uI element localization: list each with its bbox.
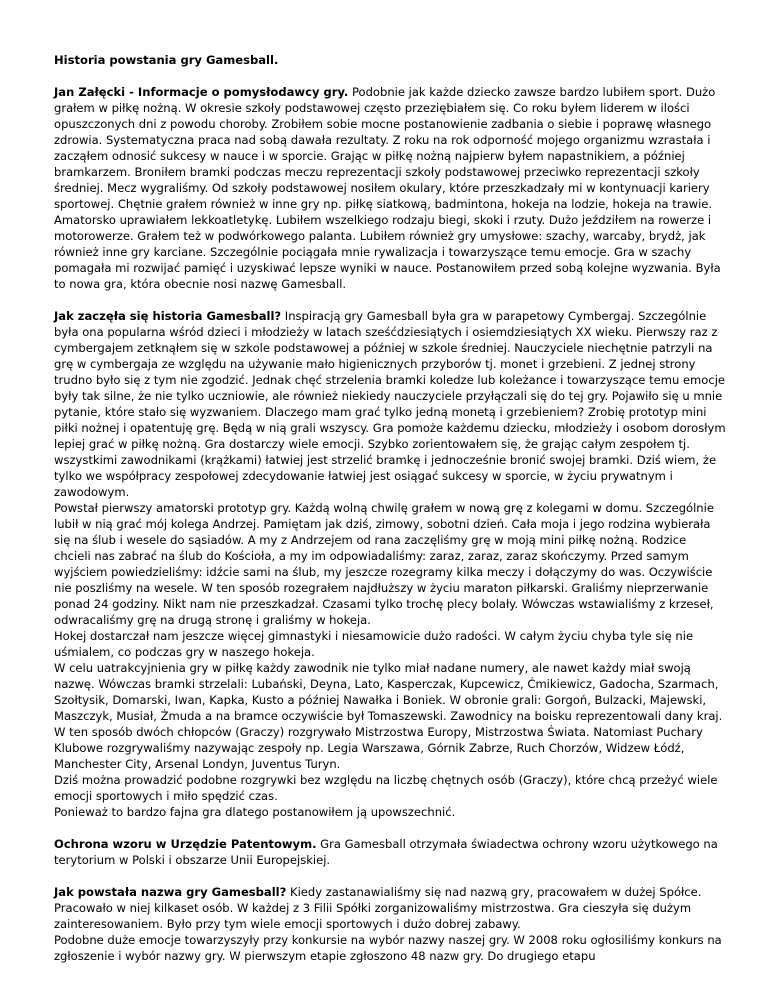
section-patent-protection [54,836,726,868]
section-name-origin [54,884,726,964]
section-heading: Ochrona wzoru w Urzędzie Patentowym. [54,837,317,851]
paragraph [54,836,726,868]
paragraph: W celu uatrakcyjnienia gry w piłkę każdy zawodnik nie tylko miał nadane numery, ale nawet każdy miał swoją nazwę. Wówczas bramki strzelali: Lubański, Deyna, Lato, Kasperczak, Kupcewicz, Ćmikiewicz, Gadocha, Szarmach, Szołtysik, Domarski, Iwan, Kapka, Kusto a później Nawałka i Boniek. W obronie grali: Gorgoń, Bulzacki, Majewski, Maszczyk, Musiał, Żmuda a na bramce oczywiście był Tomaszewski. Zawodnicy na boisku reprezentowali dany kraj. W ten sposób dwóch chłopców (Graczy) rozgrywało Mistrzostwa Europy, Mistrzostwa Świata. Natomiast Puchary Klubowe rozgrywaliśmy nazywając zespoły np. Legia Warszawa, Górnik Zabrze, Ruch Chorzów, Widzew Łódź, Manchester City, Arsenal Londyn, Juventus Turyn. [54,661,723,771]
paragraph-text: Gra Gamesball otrzymała świadectwa ochrony wzoru użytkowego na terytorium w Polski i obszarze Unii Europejskiej. [54,837,718,867]
document-page [54,52,726,980]
paragraph [54,308,726,500]
section-heading: Jak powstała nazwa gry Gamesball? [54,885,287,899]
section-heading: Jan Załęcki - Informacje o pomysłodawcy gry. [54,85,349,99]
paragraph: Dziś można prowadzić podobne rozgrywki bez względu na liczbę chętnych osób (Graczy), które chcą przeżyć wiele emocji sportowych i miło spędzić czas. [54,773,718,803]
paragraph: Ponieważ to bardzo fajna gra dlatego postanowiłem ją upowszechnić. [54,805,456,819]
paragraph-text: Inspiracją gry Gamesball była gra w parapetowy Cymbergaj. Szczególnie była ona popularna wśród dzieci i młodzieży w latach sześćdziesiątych i osiemdziesiątych XX wieku. Pierwszy raz z cymbergajem zetknąłem się w szkole podstawowej a później w szkole średniej. Nauczyciele niechętnie patrzyli na grę w cymbergaja ze względu na używanie mało higienicznych przyborów tj. monet i grzebieni. Z jednej strony trudno było się z tym nie zgodzić. Jednak chęć strzelenia bramki koledze lub koleżance i towarzyszące temu emocje były tak silne, że nie tylko uczniowie, ale również niekiedy nauczyciele przyłączali się do tej gry. Pojawiło się u mnie pytanie, które stało się wyzwaniem. Dlaczego mam grać tylko jedną monetą i grzebieniem? Zrobię prototyp mini piłki nożnej i opatentuję grę. Będą w nią grali wszyscy. Gra pomoże każdemu dziecku, młodzieży i osobom dorosłym lepiej grać w piłkę nożną. Gra dostarczy wiele emocji. Szybko zorientowałem się, że grając całym zespołem tj. wszystkimi zawodnikami (krążkami) łatwiej jest strzelić bramkę i jednocześnie bronić swojej bramki. Dziś wiem, że tylko we współpracy zespołowej zdecydowanie łatwiej jest osiągać sukcesy w sporcie, w życiu prywatnym i zawodowym. [54,309,726,499]
section-history-start [54,308,726,820]
section-heading: Jak zaczęła się historia Gamesball? [54,309,282,323]
paragraph: Podobne duże emocje towarzyszyły przy konkursie na wybór nazwy naszej gry. W 2008 roku ogłosiliśmy konkurs na zgłoszenie i wybór nazwy gry. W pierwszym etapie zgłoszono 48 nazw gry. Do drugiego etapu [54,933,722,963]
paragraph-text: Kiedy zastanawialiśmy się nad nazwą gry, pracowałem w dużej Spółce. Pracowało w niej kilkaset osób. W każdej z 3 Filii Spółki zorganizowaliśmy mistrzostwa. Gra cieszyła się dużym zainteresowaniem. Było przy tym wiele emocji sportowych i dużo dobrej zabawy. [54,885,702,931]
section-author-info [54,84,726,292]
paragraph: Hokej dostarczał nam jeszcze więcej gimnastyki i niesamowicie dużo radości. W całym życiu chyba tyle się nie uśmialem, co podczas gry w naszego hokeja. [54,629,694,659]
paragraph [54,84,726,292]
paragraph: Powstał pierwszy amatorski prototyp gry. Każdą wolną chwilę grałem w nową grę z kolegami w domu. Szczególnie lubił w nią grać mój kolega Andrzej. Pamiętam jak dziś, zimowy, sobotni dzień. Cała moja i jego rodzina wybierała się na ślub i wesele do sąsiadów. A my z Andrzejem od rana zaczęliśmy grę w moją mini piłkę nożną. Rodzice chcieli nas zabrać na ślub do Kościoła, a my im odpowiadaliśmy: zaraz, zaraz, zaraz skończymy. Przed samym wyjściem powiedzieliśmy: idźcie sami na ślub, my jeszcze rozegramy kilka meczy i dołączymy do was. Oczywiście nie poszliśmy na wesele. W ten sposób rozegrałem najdłuższy w życiu maraton piłkarski. Graliśmy nieprzerwanie ponad 24 godziny. Nikt nam nie przeszkadzał. Czasami tylko trochę plecy bolały. Wówczas wstawialiśmy z krzeseł, odwracaliśmy grę na drugą stronę i graliśmy w hokeja. [54,501,714,627]
paragraph-text: Podobnie jak każde dziecko zawsze bardzo lubiłem sport. Dużo grałem w piłkę nożną. W okresie szkoły podstawowej często przeziębiałem się. Co roku byłem liderem w ilości opuszczonych dni z powodu choroby. Zrobiłem sobie mocne postanowienie zadbania o siebie i poprawę własnego zdrowia. Systematyczna praca nad sobą dawała rezultaty. Z roku na rok odporność mojego organizmu wzrastała i zacząłem odnosić sukcesy w nauce i w sporcie. Grając w piłkę nożną najpierw byłem napastnikiem, a później bramkarzem. Broniłem bramki podczas meczu reprezentacji szkoły podstawowej przeciwko reprezentacji szkoły średniej. Mecz wygraliśmy. Od szkoły podstawowej nosiłem okulary, które przeszkadzały mi w kontynuacji kariery sportowej. Chętnie grałem również w inne gry np. piłkę siatkową, badmintona, hokeja na lodzie, hokeja na trawie. Amatorsko uprawiałem lekkoatletykę. Lubiłem wszelkiego rodzaju biegi, skoki i rzuty. Dużo jeździłem na rowerze i motorowerze. Grałem też w podwórkowego palanta. Lubiłem również gry umysłowe: szachy, warcaby, brydż, jak również inne gry karciane. Szczególnie pociągała mnie rywalizacja i towarzyszące temu emocje. Gra w szachy pomagała mi rozwijać pamięć i uzyskiwać lepsze wyniki w nauce. Postanowiłem przed sobą kolejne wyzwania. Była to nowa gra, która obecnie nosi nazwę Gamesball. [54,85,721,291]
paragraph [54,884,726,932]
document-title: Historia powstania gry Gamesball. [54,53,279,67]
